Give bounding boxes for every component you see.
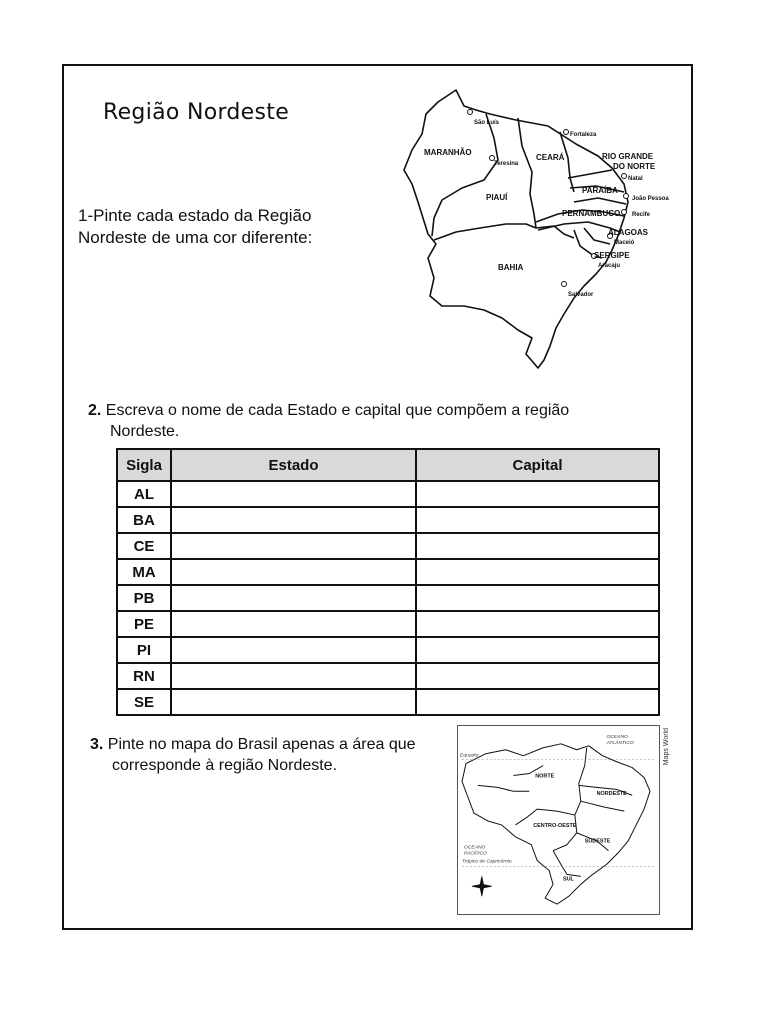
state-label: RIO GRANDE <box>602 152 654 161</box>
region-sudeste: SUDESTE <box>584 838 611 845</box>
state-label: CEARÁ <box>536 153 565 162</box>
sigla-cell: BA <box>117 507 171 533</box>
estado-cell[interactable] <box>171 663 416 689</box>
sigla-cell: RN <box>117 663 171 689</box>
states-table <box>116 448 660 716</box>
table-row <box>117 689 659 715</box>
brazil-map[interactable] <box>457 725 660 915</box>
estado-cell[interactable] <box>171 611 416 637</box>
ocean-label: OCEANO <box>464 845 486 851</box>
estado-cell[interactable] <box>171 585 416 611</box>
state-label: ALAGOAS <box>608 228 648 237</box>
table-row <box>117 507 659 533</box>
table-row <box>117 611 659 637</box>
question-3-number: 3. <box>90 736 104 753</box>
capital-label: São Luís <box>474 120 500 126</box>
estado-cell[interactable] <box>171 559 416 585</box>
capital-label: Teresina <box>494 161 519 167</box>
ocean-label: PACÍFICO <box>464 851 487 857</box>
estado-cell[interactable] <box>171 637 416 663</box>
question-2-number: 2. <box>88 402 102 419</box>
estado-cell[interactable] <box>171 507 416 533</box>
state-label: PARAÍBA <box>582 186 618 195</box>
table-row <box>117 585 659 611</box>
ocean-label: ATLÂNTICO <box>606 740 634 746</box>
capital-label: Fortaleza <box>570 132 597 138</box>
capital-cell[interactable] <box>416 585 659 611</box>
estado-cell[interactable] <box>171 533 416 559</box>
capital-cell[interactable] <box>416 559 659 585</box>
capital-label: Salvador <box>568 292 594 298</box>
state-label: SERGIPE <box>594 251 630 260</box>
table-row <box>117 663 659 689</box>
sigla-cell: MA <box>117 559 171 585</box>
northeast-map <box>398 84 690 376</box>
capital-label: Recife <box>632 212 651 218</box>
table-row <box>117 481 659 507</box>
state-label: DO NORTE <box>613 162 656 171</box>
sigla-cell: SE <box>117 689 171 715</box>
question-3-line-1: Pinte no mapa do Brasil apenas a área que <box>107 736 416 753</box>
capital-cell[interactable] <box>416 689 659 715</box>
region-centro-oeste: CENTRO-OESTE <box>533 822 577 829</box>
state-label: PERNAMBUCO <box>562 209 621 218</box>
question-2-line-1: Escreva o nome de cada Estado e capital que compõem a região <box>105 402 570 419</box>
question-3 <box>90 734 470 776</box>
capital-label: Natal <box>628 176 643 182</box>
sigla-cell: CE <box>117 533 171 559</box>
capital-cell[interactable] <box>416 533 659 559</box>
estado-cell[interactable] <box>171 481 416 507</box>
capital-label: João Pessoa <box>632 196 669 202</box>
question-1 <box>78 205 378 249</box>
question-1-line-1: 1-Pinte cada estado da Região <box>78 206 312 225</box>
capital-cell[interactable] <box>416 637 659 663</box>
compass-rose-icon <box>472 876 492 896</box>
sigla-cell: PB <box>117 585 171 611</box>
table-row <box>117 559 659 585</box>
capital-cell[interactable] <box>416 611 659 637</box>
question-1-line-2: Nordeste de uma cor diferente: <box>78 228 313 247</box>
header-capital: Capital <box>416 449 659 481</box>
header-sigla: Sigla <box>117 449 171 481</box>
tropic-label: Trópico de Capricórnio <box>462 859 512 865</box>
region-norte: NORTE <box>535 773 555 780</box>
table-row <box>117 533 659 559</box>
table-row <box>117 637 659 663</box>
page-title: Região Nordeste <box>103 100 290 125</box>
question-2-line-2: Nordeste. <box>110 423 180 440</box>
equator-label: Equador <box>460 753 479 759</box>
question-3-line-2: corresponde à região Nordeste. <box>112 757 338 774</box>
question-2 <box>88 400 608 442</box>
sigla-cell: AL <box>117 481 171 507</box>
region-sul: SUL <box>562 876 574 883</box>
sigla-cell: PI <box>117 637 171 663</box>
estado-cell[interactable] <box>171 689 416 715</box>
capital-cell[interactable] <box>416 507 659 533</box>
state-label: PIAUÍ <box>486 193 508 202</box>
region-nordeste: NORDESTE <box>596 791 627 798</box>
state-label: MARANHÃO <box>424 148 472 157</box>
state-label: BAHIA <box>498 263 524 272</box>
capital-label: Aracaju <box>598 263 621 269</box>
capital-cell[interactable] <box>416 481 659 507</box>
ocean-label: OCEANO <box>606 734 628 740</box>
capital-cell[interactable] <box>416 663 659 689</box>
capital-label: Maceió <box>614 240 635 246</box>
header-estado: Estado <box>171 449 416 481</box>
map-credit: Maps World <box>663 728 670 766</box>
sigla-cell: PE <box>117 611 171 637</box>
